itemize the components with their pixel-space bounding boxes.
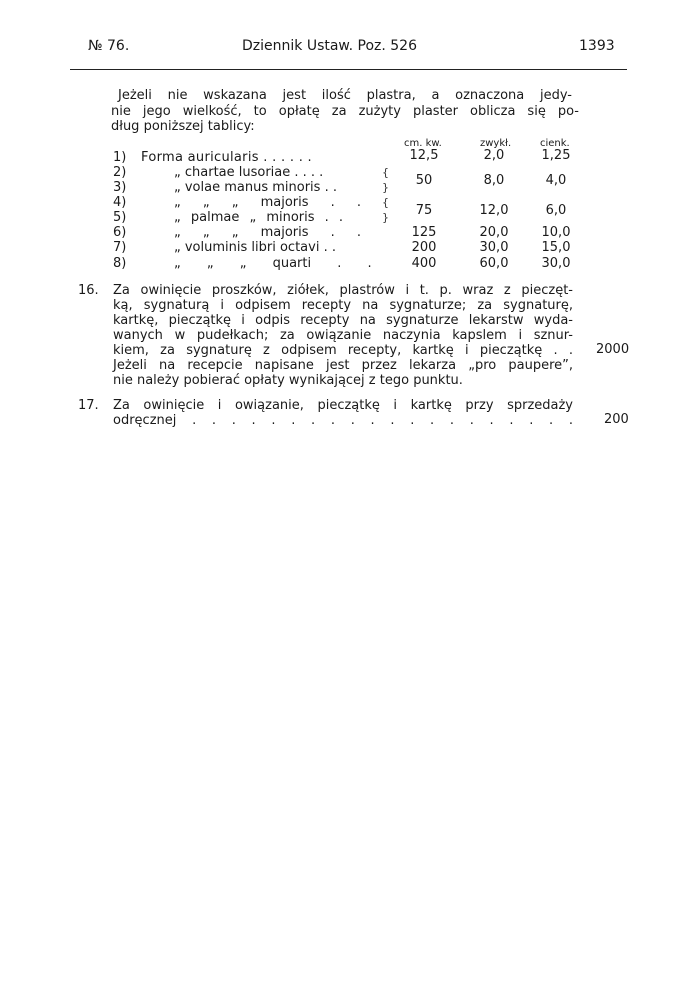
- header-cm: cm. kw.: [404, 138, 442, 149]
- row-number: 8): [113, 256, 127, 271]
- item-16-line: wanych w pudełkach; za owiązanie naczynia kapslem i sznur-: [113, 328, 573, 343]
- item-17-line: odręcznej . . . . . . . . . . . . . . . . . . . .: [113, 413, 573, 428]
- value-cienk: 10,0: [541, 225, 571, 240]
- row-label: Forma auricularis . . . . . .: [141, 150, 312, 165]
- item-17-price: 200: [604, 412, 629, 427]
- value-zwykl: 8,0: [483, 173, 505, 188]
- value-cm: 400: [411, 256, 437, 271]
- value-cm: 75: [415, 203, 433, 218]
- header-rule: [70, 69, 627, 70]
- item-17-line: Za owinięcie i owiązanie, pieczątkę i kartkę przy sprzedaży: [113, 398, 573, 413]
- value-zwykl: 12,0: [479, 203, 509, 218]
- brace-mark: {: [382, 166, 389, 179]
- issue-number: № 76.: [88, 38, 130, 54]
- row-label: „ „ „ quarti . .: [174, 256, 372, 271]
- value-cienk: 4,0: [545, 173, 567, 188]
- item-16-number: 16.: [78, 283, 99, 298]
- value-cm: 125: [411, 225, 437, 240]
- row-number: 4): [113, 195, 127, 210]
- value-zwykl: 60,0: [479, 256, 509, 271]
- value-zwykl: 20,0: [479, 225, 509, 240]
- brace-mark: }: [382, 181, 389, 194]
- row-number: 1): [113, 150, 127, 165]
- value-cienk: 1,25: [541, 148, 571, 163]
- intro-line-2: nie jego wielkość, to opłatę za zużyty plaster oblicza się po-: [111, 104, 579, 119]
- journal-title: Dziennik Ustaw. Poz. 526: [242, 38, 417, 54]
- header-zwykl: zwykł.: [480, 138, 512, 149]
- item-16-line: kartkę, pieczątkę i odpis recepty na sygnaturze lekarstw wyda-: [113, 313, 573, 328]
- brace-mark: }: [382, 211, 389, 224]
- item-16-price: 2000: [596, 342, 630, 357]
- intro-line-1: Jeżeli nie wskazana jest ilość plastra, a oznaczona jedy-: [118, 88, 572, 103]
- row-number: 6): [113, 225, 127, 240]
- header-cienk: cienk.: [540, 138, 570, 149]
- item-16-line: ką, sygnaturą i odpisem recepty na sygnaturze; za sygnaturę,: [113, 298, 573, 313]
- row-label: „ chartae lusoriae . . . .: [174, 165, 324, 180]
- item-16-line: kiem, za sygnaturę z odpisem recepty, kartkę i pieczątkę . .: [113, 343, 573, 358]
- page-number: 1393: [579, 38, 615, 54]
- value-zwykl: 30,0: [479, 240, 509, 255]
- value-cm: 200: [411, 240, 437, 255]
- row-label: „ palmae „ minoris . .: [174, 210, 344, 225]
- row-label: „ volae manus minoris . .: [174, 180, 337, 195]
- value-cienk: 30,0: [541, 256, 571, 271]
- intro-line-3: dług poniższej tablicy:: [111, 119, 255, 134]
- row-label: „ „ „ majoris . .: [174, 195, 362, 210]
- row-label: „ voluminis libri octavi . .: [174, 240, 336, 255]
- row-label: „ „ „ majoris . .: [174, 225, 362, 240]
- row-number: 5): [113, 210, 127, 225]
- item-17-number: 17.: [78, 398, 99, 413]
- row-number: 2): [113, 165, 127, 180]
- item-16-line: Jeżeli na recepcie napisane jest przez lekarza „pro paupere”,: [113, 358, 573, 373]
- value-cienk: 6,0: [545, 203, 567, 218]
- item-16-line: nie należy pobierać opłaty wynikającej z tego punktu.: [113, 373, 463, 388]
- value-cm: 50: [415, 173, 433, 188]
- row-number: 3): [113, 180, 127, 195]
- value-zwykl: 2,0: [483, 148, 505, 163]
- item-16-line: Za owinięcie proszków, ziółek, plastrów i t. p. wraz z pieczęt-: [113, 283, 573, 298]
- brace-mark: {: [382, 196, 389, 209]
- value-cienk: 15,0: [541, 240, 571, 255]
- row-number: 7): [113, 240, 127, 255]
- value-cm: 12,5: [409, 148, 439, 163]
